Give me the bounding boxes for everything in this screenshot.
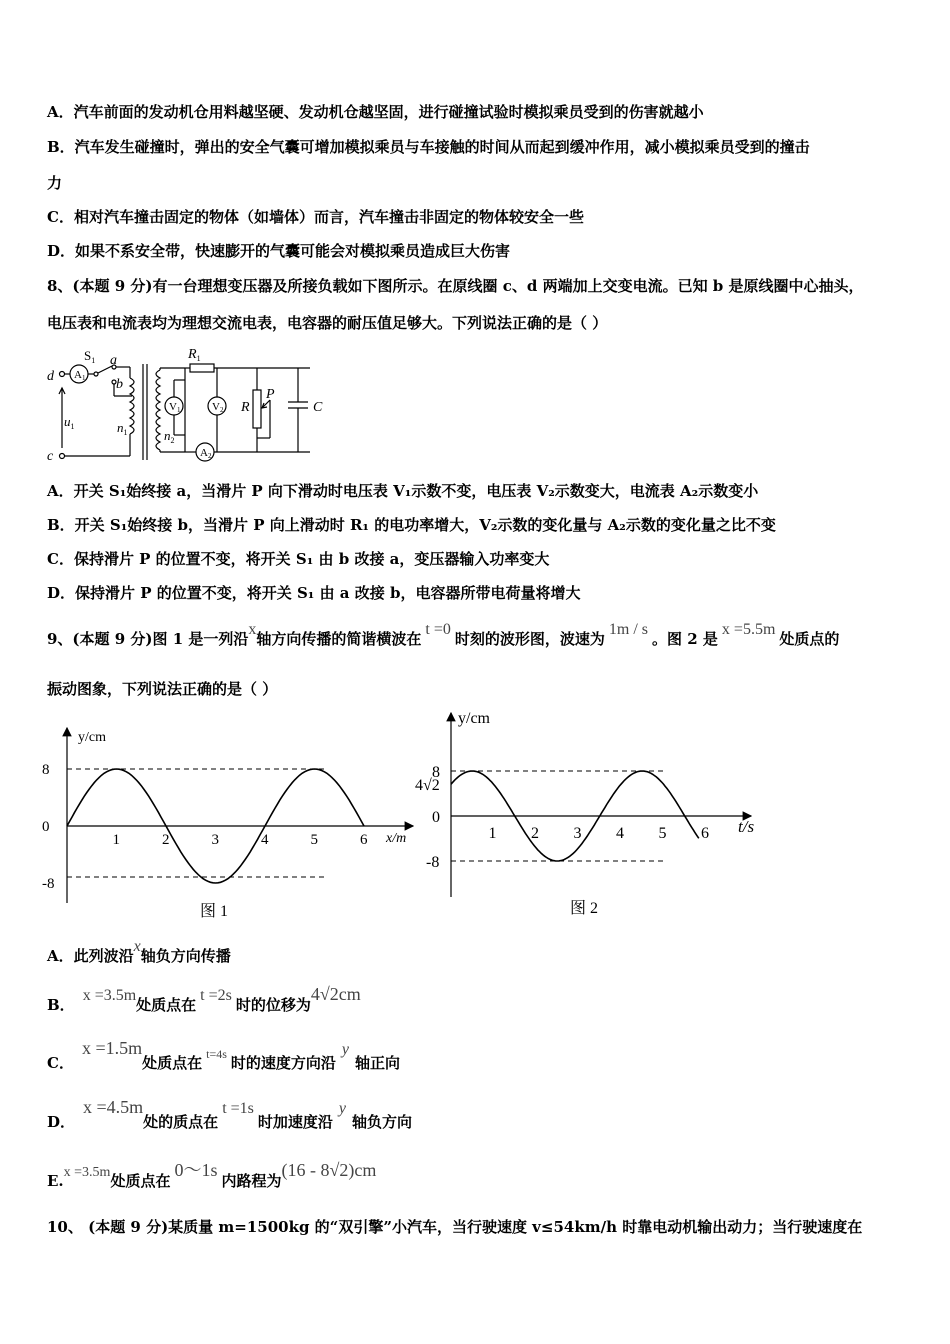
resistor-r (253, 390, 261, 428)
fig2-xtick-2: 2 (531, 825, 539, 842)
q8-option-b: B．开关 S₁始终接 b，当滑片 P 向上滑动时 R₁ 的电功率增大，V₂示数的变化量与 A₂示数的变化量之比不变 (47, 516, 776, 534)
primary-coil-n1 (130, 378, 134, 434)
wave-graph-figure-1 (38, 720, 428, 925)
q7-option-b: B．汽车发生碰撞时，弹出的安全气囊可增加模拟乘员与车接触的时间从而起到缓冲作用，减小模拟乘员受到的撞击 (47, 138, 810, 156)
fig2-xtick-6: 6 (701, 825, 709, 842)
q9-option-d: D．x =4.5m处的质点在t =1s时加速度沿y轴负方向 (47, 1097, 413, 1131)
fig2-caption: 图 2 (570, 900, 599, 917)
fig2-ytick-2: 0 (432, 809, 440, 826)
secondary-coil-n2 (156, 370, 160, 450)
capacitor-c-label: C (313, 400, 323, 415)
fig2-ylabel: y/cm (458, 710, 490, 727)
fig2-ytick-1: 4√2 (415, 777, 440, 795)
ammeter-a2-label: A2 (200, 447, 212, 460)
voltmeter-v1-label: V1 (169, 401, 181, 414)
fig1-xtick-6: 6 (360, 832, 368, 848)
slider-p-label: P (266, 387, 275, 402)
contact-a-label: a (110, 353, 117, 368)
fig1-xtick-2: 2 (162, 832, 170, 848)
fig1-xtick-5: 5 (310, 832, 318, 848)
resistor-r1 (190, 364, 214, 372)
fig1-xtick-3: 3 (211, 832, 219, 848)
resistor-r-label: R (241, 400, 250, 415)
fig2-xlabel: t/s (738, 817, 755, 836)
q9-option-b: B．x =3.5m处质点在t =2s时的位移为4√2cm (47, 984, 361, 1014)
fig2-ytick-3: -8 (426, 854, 440, 871)
q10-stem: 10、 (本题 9 分)某质量 m=1500kg 的“双引擎”小汽车，当行驶速度 v≤54km/h 时靠电动机输出动力；当行驶速度在 (47, 1218, 863, 1236)
fig1-ytick-1: 0 (42, 819, 50, 835)
contact-b-label: b (116, 377, 123, 392)
q8-option-a: A．开关 S₁始终接 a，当滑片 P 向下滑动时电压表 V₁示数不变，电压表 V₂示数变大，电流表 A₂示数变小 (47, 482, 759, 500)
q9-stem-line1: 9、(本题 9 分)图 1 是一列沿x轴方向传播的简谐横波在t =0时刻的波形图，波速为1m / s。图 2 是x =5.5m处质点的 (47, 621, 840, 648)
fig1-ylabel: y/cm (78, 730, 106, 745)
terminal-d-label: d (47, 369, 54, 384)
fig2-xtick-1: 1 (488, 825, 497, 842)
voltmeter-v2-label: V2 (212, 401, 224, 414)
q8-option-d: D．保持滑片 P 的位置不变，将开关 S₁ 由 a 改接 b，电容器所带电荷量将增大 (47, 584, 581, 602)
transformer-circuit-diagram (40, 340, 340, 470)
q9-option-e: E.x =3.5m处质点在0～1s内路程为(16 - 8√2)cm (47, 1160, 377, 1190)
fig1-caption: 图 1 (200, 903, 229, 920)
fig1-ytick-2: -8 (42, 876, 55, 892)
fig1-xtick-1: 1 (112, 832, 120, 848)
ammeter-a1-label: A1 (74, 369, 86, 382)
terminal-c-label: c (47, 449, 54, 464)
coil-n2-label: $n_2$ (164, 428, 175, 445)
voltage-u1-label: $u_1$ (64, 414, 75, 431)
q8-stem-line2: 电压表和电流表均为理想交流电表，电容器的耐压值足够大。下列说法正确的是（ ） (47, 314, 608, 332)
q8-option-c: C．保持滑片 P 的位置不变，将开关 S₁ 由 b 改接 a，变压器输入功率变大 (47, 550, 550, 568)
q7-option-d: D．如果不系安全带，快速膨开的气囊可能会对模拟乘员造成巨大伤害 (47, 242, 511, 260)
q7-option-c: C．相对汽车撞击固定的物体（如墙体）而言，汽车撞击非固定的物体较安全一些 (47, 208, 584, 226)
q7-option-a: A．汽车前面的发动机仓用料越坚硬、发动机仓越坚固，进行碰撞试验时模拟乘员受到的伤害就越小 (47, 103, 704, 121)
fig2-xtick-5: 5 (658, 825, 667, 842)
q9-option-c: C．x =1.5m处质点在 $^{t=4s}$ 时的速度方向沿y轴正向 (47, 1038, 401, 1072)
q9-option-a: A．此列波沿x轴负方向传播 (47, 938, 231, 965)
q7-option-b-cont: 力 (47, 174, 63, 192)
fig1-xlabel: x/m (386, 831, 407, 846)
q8-stem-line1: 8、(本题 9 分)有一台理想变压器及所接负载如下图所示。在原线圈 c、d 两端加上交变电流。已知 b 是原线圈中心抽头， (47, 277, 864, 295)
fig2-xtick-4: 4 (616, 825, 624, 842)
switch-s1-label: $S_1$ (84, 348, 96, 365)
fig1-xtick-4: 4 (261, 832, 269, 848)
coil-n1-label: $n_1$ (117, 420, 128, 437)
resistor-r1-label: $R_1$ (188, 347, 201, 363)
fig2-ytick-0: 8 (432, 764, 440, 781)
fig1-ytick-0: 8 (42, 762, 50, 778)
vibration-graph-figure-2 (408, 705, 768, 925)
fig2-xtick-3: 3 (573, 825, 582, 842)
q9-stem-line2: 振动图象，下列说法正确的是（ ） (47, 680, 278, 698)
